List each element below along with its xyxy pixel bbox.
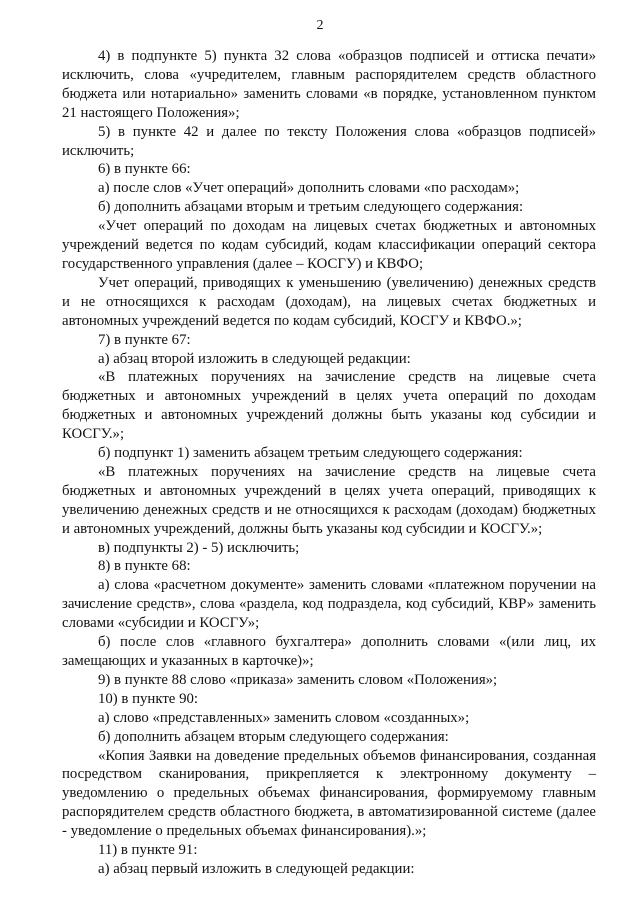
paragraph: 11) в пункте 91: bbox=[98, 842, 198, 859]
paragraph: а) абзац второй изложить в следующей редакции: bbox=[98, 350, 411, 367]
document-body bbox=[62, 47, 596, 879]
paragraph: «Копия Заявки на доведение предельных объемов финансирования, созданная посредством сканирования, прикрепляется к электронному документу – уведомлению о предельных объемах финансирования, формируемому главным распорядителем средств областного бюджета, в автоматизированной системе (далее - уведомление о предельных объемах финансирования).»; bbox=[62, 747, 596, 840]
paragraph: а) слово «представленных» заменить словом «созданных»; bbox=[98, 709, 470, 726]
paragraph: 8) в пункте 68: bbox=[98, 558, 191, 575]
paragraph: 4) в подпункте 5) пункта 32 слова «образцов подписей и оттиска печати» исключить, слова «учредителем, главным распорядителем средств областного бюджета или нотариально» заменить словами «в порядке, установленном пунктом 21 настоящего Положения»; bbox=[62, 48, 596, 121]
page-number: 2 bbox=[316, 18, 324, 33]
paragraph: Учет операций, приводящих к уменьшению (увеличению) денежных средств и не относящихся к расходам (доходам), на лицевых счетах бюджетных и автономных учреждений ведется по кодам субсидий, КОСГУ и КВФО.»; bbox=[62, 274, 596, 329]
paragraph: б) после слов «главного бухгалтера» дополнить словами «(или лиц, их замещающих и указанных в карточке)»; bbox=[62, 634, 596, 669]
paragraph: «Учет операций по доходам на лицевых счетах бюджетных и автономных учреждений ведется по кодам субсидий, кодам классификации операций сектора государственного управления (далее – КОСГУ) и КВФО; bbox=[62, 218, 596, 272]
paragraph: «В платежных поручениях на зачисление средств на лицевые счета бюджетных и автономных учреждений в целях учета операций, приводящих к увеличению денежных средств и не относящихся к расходам (доходам) бюджетных и автономных учреждений, должны быть указаны код субсидии и КОСГУ.»; bbox=[62, 463, 596, 537]
paragraph: б) подпункт 1) заменить абзацем третьим следующего содержания: bbox=[98, 445, 523, 462]
paragraph: б) дополнить абзацем вторым следующего содержания: bbox=[98, 728, 449, 745]
paragraph: а) абзац первый изложить в следующей редакции: bbox=[98, 860, 415, 877]
paragraph: 7) в пункте 67: bbox=[98, 331, 191, 348]
paragraph: «В платежных поручениях на зачисление средств на лицевые счета бюджетных и автономных учреждений в целях учета операций по доходам бюджетных и автономных учреждений должны быть указаны код субсидии и КОСГУ.»; bbox=[62, 369, 596, 443]
paragraph: 10) в пункте 90: bbox=[98, 690, 198, 707]
paragraph: 6) в пункте 66: bbox=[98, 161, 191, 178]
paragraph: а) после слов «Учет операций» дополнить словами «по расходам»; bbox=[98, 180, 520, 197]
paragraph: б) дополнить абзацами вторым и третьим следующего содержания: bbox=[98, 199, 524, 216]
paragraph: а) слова «расчетном документе» заменить словами «платежном поручении на зачисление средств», слова «раздела, код подраздела, код субсидий, КВР» заменить словами «субсидии и КОСГУ»; bbox=[62, 577, 596, 632]
paragraph: 9) в пункте 88 слово «приказа» заменить словом «Положения»; bbox=[98, 671, 498, 688]
paragraph: в) подпункты 2) - 5) исключить; bbox=[98, 539, 300, 556]
paragraph: 5) в пункте 42 и далее по тексту Положения слова «образцов подписей» исключить; bbox=[62, 123, 596, 159]
